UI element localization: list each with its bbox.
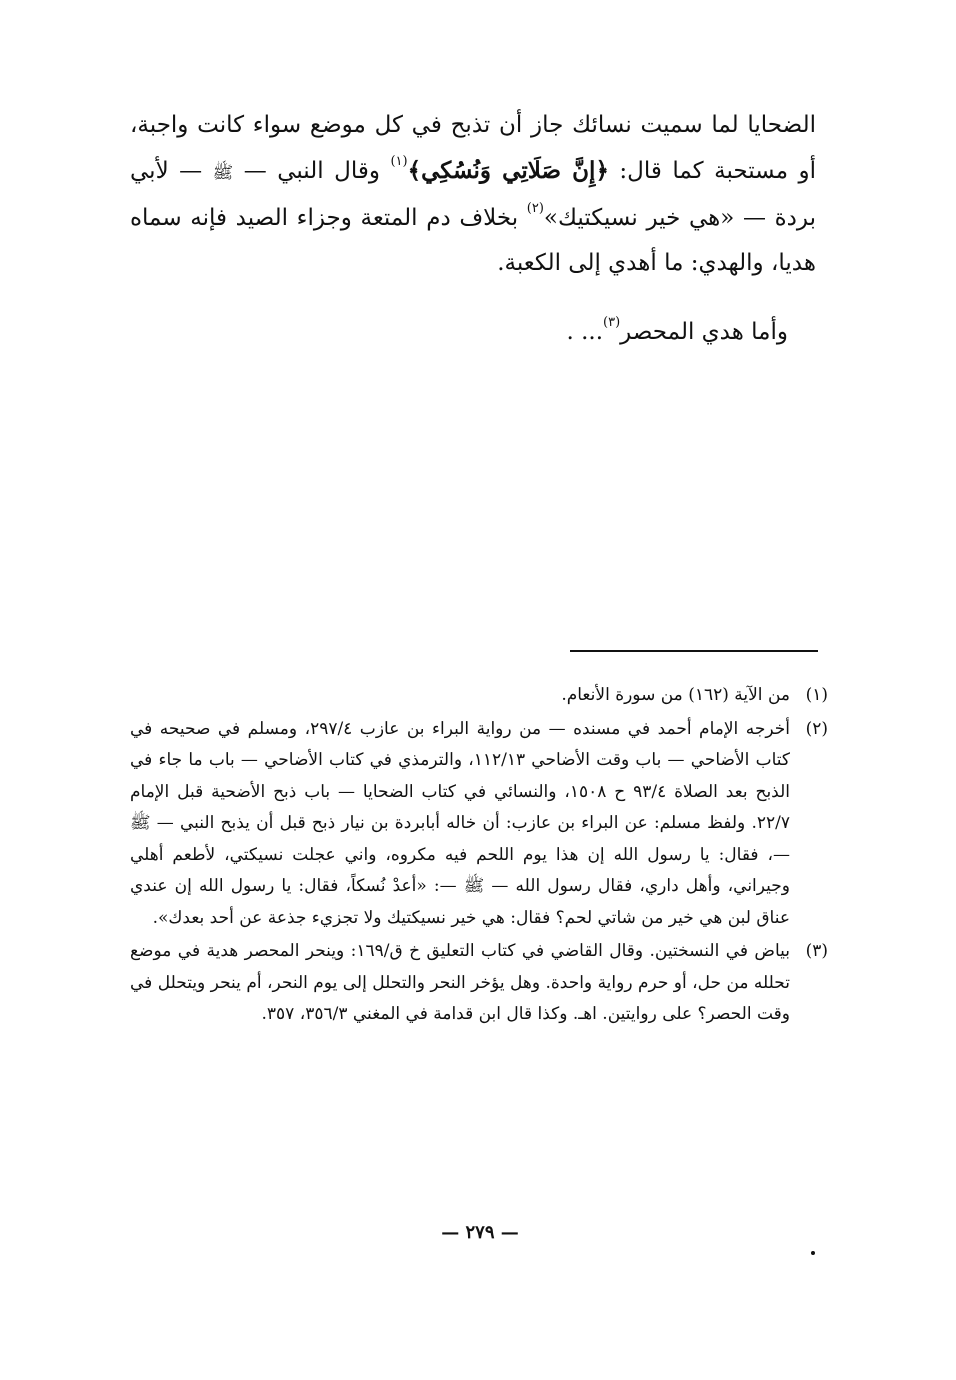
honorific-glyph: ﷺ	[212, 163, 234, 183]
footnote-text-part: —: «أعدْ نُسكاً، فقال: يا رسول الله إن عندي عناق لبن هي خير من شاتي لحم؟ فقال: هي خير نسيكتيك ولا تجزيء جذعة عن أحد بعدك».	[130, 876, 790, 928]
footnote-2	[130, 714, 828, 935]
paragraph-text: ... .	[566, 319, 604, 345]
main-paragraph-2	[130, 310, 816, 355]
stray-dot	[811, 1251, 815, 1255]
footnote-text-part: —، فقال: يا رسول الله إن هذا يوم اللحم فيه مكروه، واني عجلت نسيكتي، لأطعم أهلي وجيراني، وأهل داري، فقال رسول الله —	[130, 844, 790, 896]
main-paragraph-1	[130, 103, 816, 286]
footnotes	[130, 680, 828, 1033]
page-number: — ٢٧٩ —	[441, 1222, 519, 1243]
footnote-ref-2[interactable]: (٢)	[526, 201, 544, 217]
footnote-text	[130, 714, 790, 935]
footnote-text-part: أخرجه الإمام أحمد في مسنده — من رواية البراء بن عازب ٢٩٧/٤، ومسلم في صحيحه في كتاب الأضاحي — باب وقت الأضاحي ١١٢/١٣، والترمذي في كتاب الأضاحي — باب ما جاء في الذبح بعد الصلاة ٩٣/٤ ح ١٥٠٨، والنسائي في كتاب الضحايا — باب ذبح الأضحية قبل الإمام ٢٢/٧. ولفظ مسلم: عن البراء بن عازب: أن خاله أبابردة بن نيار ذبح قبل أن يذبح النبي —	[130, 718, 791, 833]
footnote-number: (١)	[805, 685, 828, 705]
quran-verse: ﴿إِنَّ صَلَاتِي وَنُسُكِي﴾	[407, 157, 609, 184]
footnote-text: من الآية (١٦٢) من سورة الأنعام.	[561, 685, 790, 705]
footnote-separator	[570, 650, 818, 652]
paragraph-text: — لأبي بردة — «هي خير نسيكتيك»	[130, 158, 816, 231]
footnote-ref-3[interactable]: (٣)	[603, 315, 621, 331]
footnote-ref-1[interactable]: (١)	[390, 154, 408, 170]
footnote-number: (٢)	[805, 718, 828, 739]
paragraph-text: الضحايا لما سميت نسائك جاز أن تذبح في كل موضع سواء كانت واجبة، أو مستحبة كما قال:	[130, 112, 817, 184]
footnote-3	[130, 936, 828, 1031]
footnote-text: بياض في النسختين. وقال القاضي في كتاب التعليق خ ق/١٦٩: وينحر المحصر هدية في موضع تحلله من حل، أو حرم رواية واحدة. وهل يؤخر النحر والتحلل إلى يوم النحر، أم ينحر ويتحلل في وقت الحصر؟ على روايتين. اهـ. وكذا قال ابن قدامة في المغني ٣٥٦/٣، ٣٥٧.	[130, 941, 790, 1024]
main-text	[130, 103, 816, 355]
paragraph-text: وقال النبي —	[233, 158, 391, 184]
paragraph-text: وأما هدي المحصر	[620, 319, 788, 345]
honorific-glyph: ﷺ	[130, 813, 151, 833]
footnote-1	[130, 680, 828, 712]
paragraph-text: بخلاف دم المتعة وجزاء الصيد فإنه سماه هديا، والهدي: ما أهدي إلى الكعبة.	[130, 205, 816, 276]
honorific-glyph: ﷺ	[463, 876, 485, 896]
footnote-number: (٣)	[805, 941, 828, 961]
